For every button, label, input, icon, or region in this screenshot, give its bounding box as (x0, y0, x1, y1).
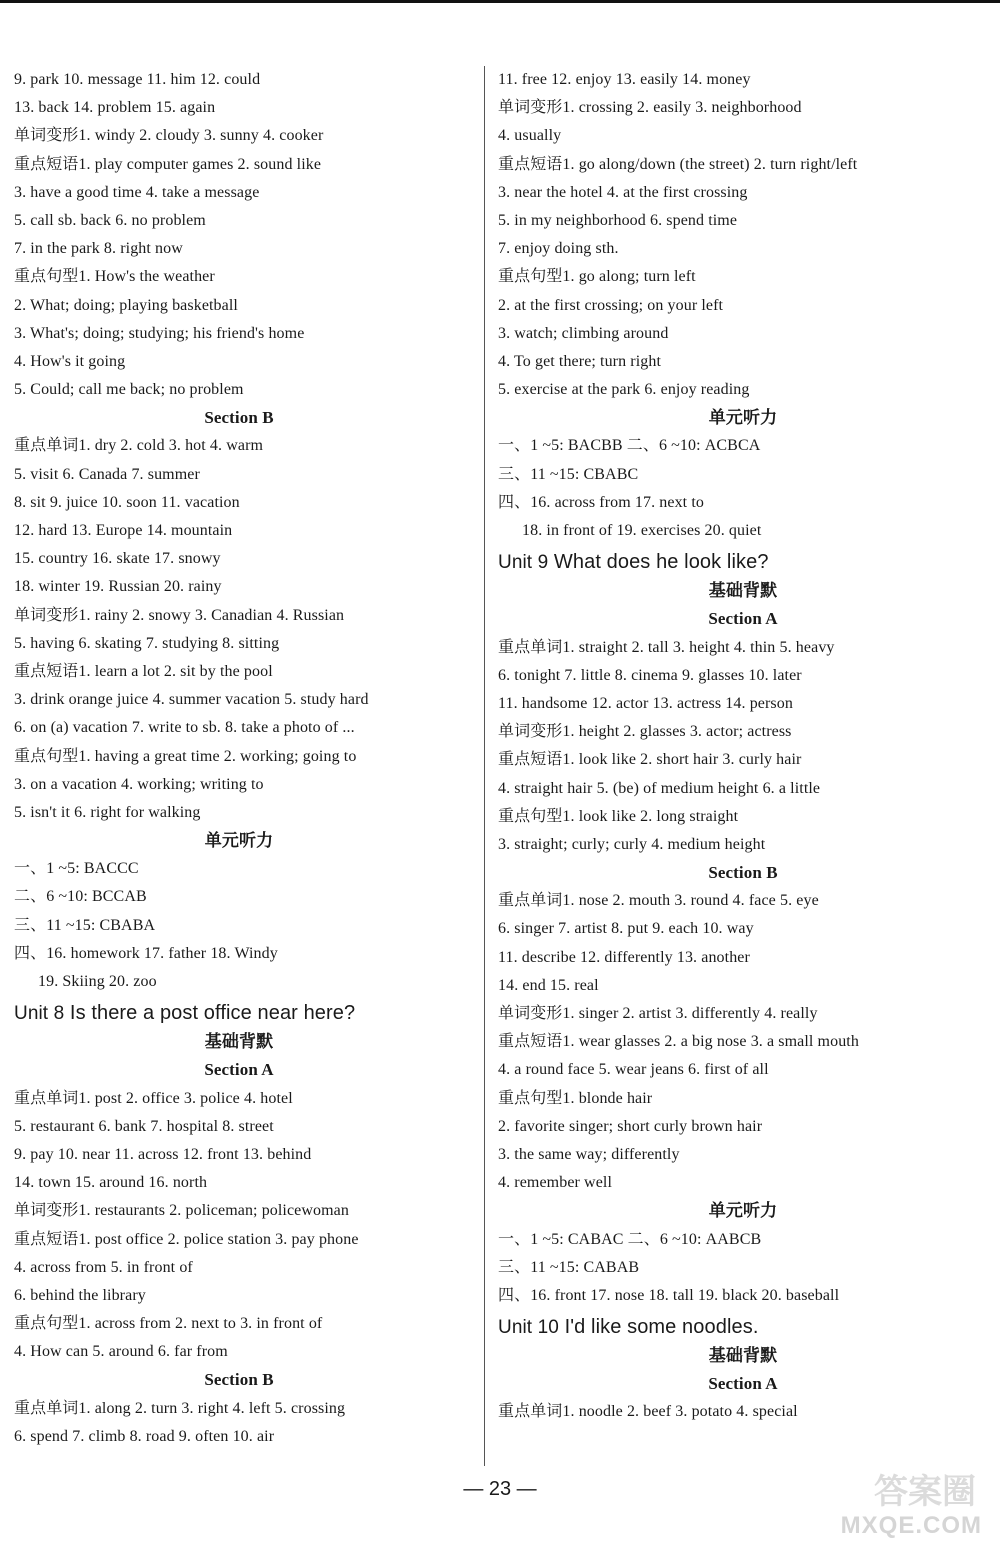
answer-line: 5. call sb. back 6. no problem (14, 211, 206, 229)
section-heading: Section B (204, 1370, 274, 1390)
answer-line: 3. drink orange juice 4. summer vacation 5. study hard (14, 691, 369, 709)
answer-line: 一、1 ~5: CABAC 二、6 ~10: AABCB (498, 1230, 762, 1248)
answer-line: 14. end 15. real (498, 976, 599, 994)
answer-line: 18. winter 19. Russian 20. rainy (14, 578, 222, 596)
unit-heading (14, 996, 464, 1028)
answer-line: 19. Skiing 20. zoo (38, 973, 157, 990)
answer-line: 5. having 6. skating 7. studying 8. sitting (14, 634, 280, 652)
answer-line: 6. spend 7. climb 8. road 9. often 10. air (14, 1427, 275, 1445)
unit-heading (498, 545, 988, 577)
answer-line: 5. in my neighborhood 6. spend time (498, 211, 738, 229)
answer-line: 4. To get there; turn right (498, 352, 662, 370)
answer-line: 单词变形1. rainy 2. snowy 3. Canadian 4. Russian (14, 606, 345, 624)
answer-line: 5. restaurant 6. bank 7. hospital 8. street (14, 1117, 274, 1135)
answer-line: 18. in front of 19. exercises 20. quiet (522, 522, 762, 539)
left-column (14, 66, 464, 1451)
answer-line: 重点短语1. go along/down (the street) 2. turn right/left (498, 155, 858, 173)
answer-line: 3. watch; climbing around (498, 324, 669, 342)
answer-line: 三、11 ~15: CBABC (498, 465, 639, 483)
answer-line: 重点单词1. dry 2. cold 3. hot 4. warm (14, 437, 264, 455)
answer-line: 7. enjoy doing sth. (498, 240, 619, 258)
section-heading: Section B (204, 408, 274, 428)
answer-line: 2. favorite singer; short curly brown hair (498, 1117, 763, 1135)
section-heading: 基础背默 (204, 1032, 274, 1052)
answer-line: 11. handsome 12. actor 13. actress 14. person (498, 694, 793, 712)
answer-line: 13. back 14. problem 15. again (14, 99, 216, 117)
answer-line: 四、16. across from 17. next to (498, 493, 704, 511)
answer-line: 15. country 16. skate 17. snowy (14, 550, 221, 568)
answer-line: 9. park 10. message 11. him 12. could (14, 71, 261, 88)
answer-line: 4. across from 5. in front of (14, 1258, 193, 1276)
answer-line: 8. sit 9. juice 10. soon 11. vacation (14, 493, 240, 511)
section-heading: 单元听力 (708, 408, 778, 428)
answer-line: 重点短语1. play computer games 2. sound like (14, 155, 322, 173)
answer-line: 一、1 ~5: BACCC (14, 860, 139, 878)
unit-label: Unit 9 (498, 552, 549, 574)
watermark-logo-glyphs: 答案圈 (874, 1472, 976, 1512)
section-heading: 基础背默 (708, 581, 778, 601)
section-heading: Section A (708, 1374, 778, 1394)
answer-line: 5. exercise at the park 6. enjoy reading (498, 381, 750, 399)
answer-line: 重点短语1. post office 2. police station 3. pay phone (14, 1230, 359, 1248)
answer-line: 单词变形1. height 2. glasses 3. actor; actress (498, 723, 792, 741)
unit-label: Unit 8 (14, 1003, 65, 1025)
answer-line: 9. pay 10. near 11. across 12. front 13. behind (14, 1145, 312, 1163)
section-heading: 单元听力 (708, 1201, 778, 1221)
answer-line: 重点句型1. How's the weather (14, 268, 215, 286)
section-heading: Section A (708, 609, 778, 629)
answer-line: 6. singer 7. artist 8. put 9. each 10. way (498, 920, 754, 938)
unit-heading (498, 1310, 988, 1342)
section-heading: 基础背默 (708, 1346, 778, 1366)
watermark-logo (792, 1460, 982, 1542)
right-column (498, 66, 988, 1427)
answer-line: 重点句型1. having a great time 2. working; going to (14, 747, 357, 765)
answer-line: 6. behind the library (14, 1286, 146, 1304)
answer-line: 3. on a vacation 4. working; writing to (14, 775, 264, 793)
top-rule (0, 0, 1000, 3)
answer-line: 重点短语1. look like 2. short hair 3. curly hair (498, 751, 802, 769)
answer-line: 重点单词1. straight 2. tall 3. height 4. thin 5. heavy (498, 638, 835, 656)
answer-line: 重点单词1. post 2. office 3. police 4. hotel (14, 1089, 293, 1107)
answer-line: 重点句型1. go along; turn left (498, 268, 696, 286)
section-heading: 单元听力 (204, 831, 274, 851)
unit-label: Unit 10 (498, 1317, 559, 1339)
answer-line: 单词变形1. singer 2. artist 3. differently 4. really (498, 1005, 818, 1022)
answer-line: 5. visit 6. Canada 7. summer (14, 465, 200, 483)
answer-line: 四、16. front 17. nose 18. tall 19. black 20. baseball (498, 1286, 840, 1304)
answer-line: 7. in the park 8. right now (14, 240, 183, 258)
answer-line: 4. How's it going (14, 352, 126, 370)
answer-line: 3. What's; doing; studying; his friend's home (14, 324, 305, 342)
answer-line: 三、11 ~15: CABAB (498, 1258, 640, 1276)
answer-line: 3. have a good time 4. take a message (14, 183, 260, 201)
answer-line: 3. near the hotel 4. at the first crossing (498, 183, 748, 201)
answer-line: 5. isn't it 6. right for walking (14, 803, 201, 821)
answer-line: 3. the same way; differently (498, 1145, 680, 1163)
answer-line: 2. What; doing; playing basketball (14, 296, 238, 314)
answer-line: 三、11 ~15: CBABA (14, 916, 156, 934)
answer-line: 重点句型1. blonde hair (498, 1089, 653, 1107)
answer-line: 单词变形1. windy 2. cloudy 3. sunny 4. cooker (14, 127, 324, 145)
answer-line: 重点句型1. across from 2. next to 3. in front of (14, 1315, 323, 1333)
answer-line: 4. How can 5. around 6. far from (14, 1343, 228, 1361)
section-heading: Section A (204, 1060, 274, 1080)
answer-line: 重点句型1. look like 2. long straight (498, 807, 739, 825)
answer-line: 4. remember well (498, 1174, 612, 1192)
unit-title: What does he look like? (553, 551, 769, 574)
answer-line: 重点单词1. along 2. turn 3. right 4. left 5. crossing (14, 1399, 346, 1417)
answer-line: 一、1 ~5: BACBB 二、6 ~10: ACBCA (498, 437, 761, 455)
answer-line: 2. at the first crossing; on your left (498, 296, 724, 314)
page-number: — 23 — (463, 1478, 537, 1500)
answer-line: 重点短语1. learn a lot 2. sit by the pool (14, 662, 273, 680)
unit-title: I'd like some noodles. (564, 1316, 759, 1339)
answer-line: 4. a round face 5. wear jeans 6. first of all (498, 1061, 769, 1079)
answer-line: 单词变形1. restaurants 2. policeman; policewoman (14, 1202, 349, 1220)
answer-line: 14. town 15. around 16. north (14, 1174, 208, 1192)
section-heading: Section B (708, 863, 778, 883)
answer-line: 四、16. homework 17. father 18. Windy (14, 944, 278, 962)
answer-line: 二、6 ~10: BCCAB (14, 888, 147, 906)
unit-title: Is there a post office near here? (69, 1002, 356, 1025)
answer-line: 6. tonight 7. little 8. cinema 9. glasses 10. later (498, 666, 802, 684)
answer-line: 单词变形1. crossing 2. easily 3. neighborhood (498, 99, 802, 117)
answer-line: 6. on (a) vacation 7. write to sb. 8. take a photo of ... (14, 719, 355, 737)
answer-line: 重点单词1. nose 2. mouth 3. round 4. face 5. eye (498, 892, 819, 910)
answer-line: 5. Could; call me back; no problem (14, 381, 244, 399)
answer-line: 重点单词1. noodle 2. beef 3. potato 4. special (498, 1403, 798, 1421)
answer-line: 4. straight hair 5. (be) of medium height 6. a little (498, 779, 821, 797)
column-divider (484, 66, 485, 1466)
answer-line: 4. usually (498, 127, 562, 145)
answer-line: 3. straight; curly; curly 4. medium height (498, 835, 766, 853)
answer-line: 11. describe 12. differently 13. another (498, 948, 750, 966)
answer-line: 12. hard 13. Europe 14. mountain (14, 522, 233, 539)
watermark-site: MXQE.COM (840, 1512, 982, 1539)
answer-line: 重点短语1. wear glasses 2. a big nose 3. a small mouth (498, 1033, 859, 1051)
answer-line: 11. free 12. enjoy 13. easily 14. money (498, 71, 751, 88)
